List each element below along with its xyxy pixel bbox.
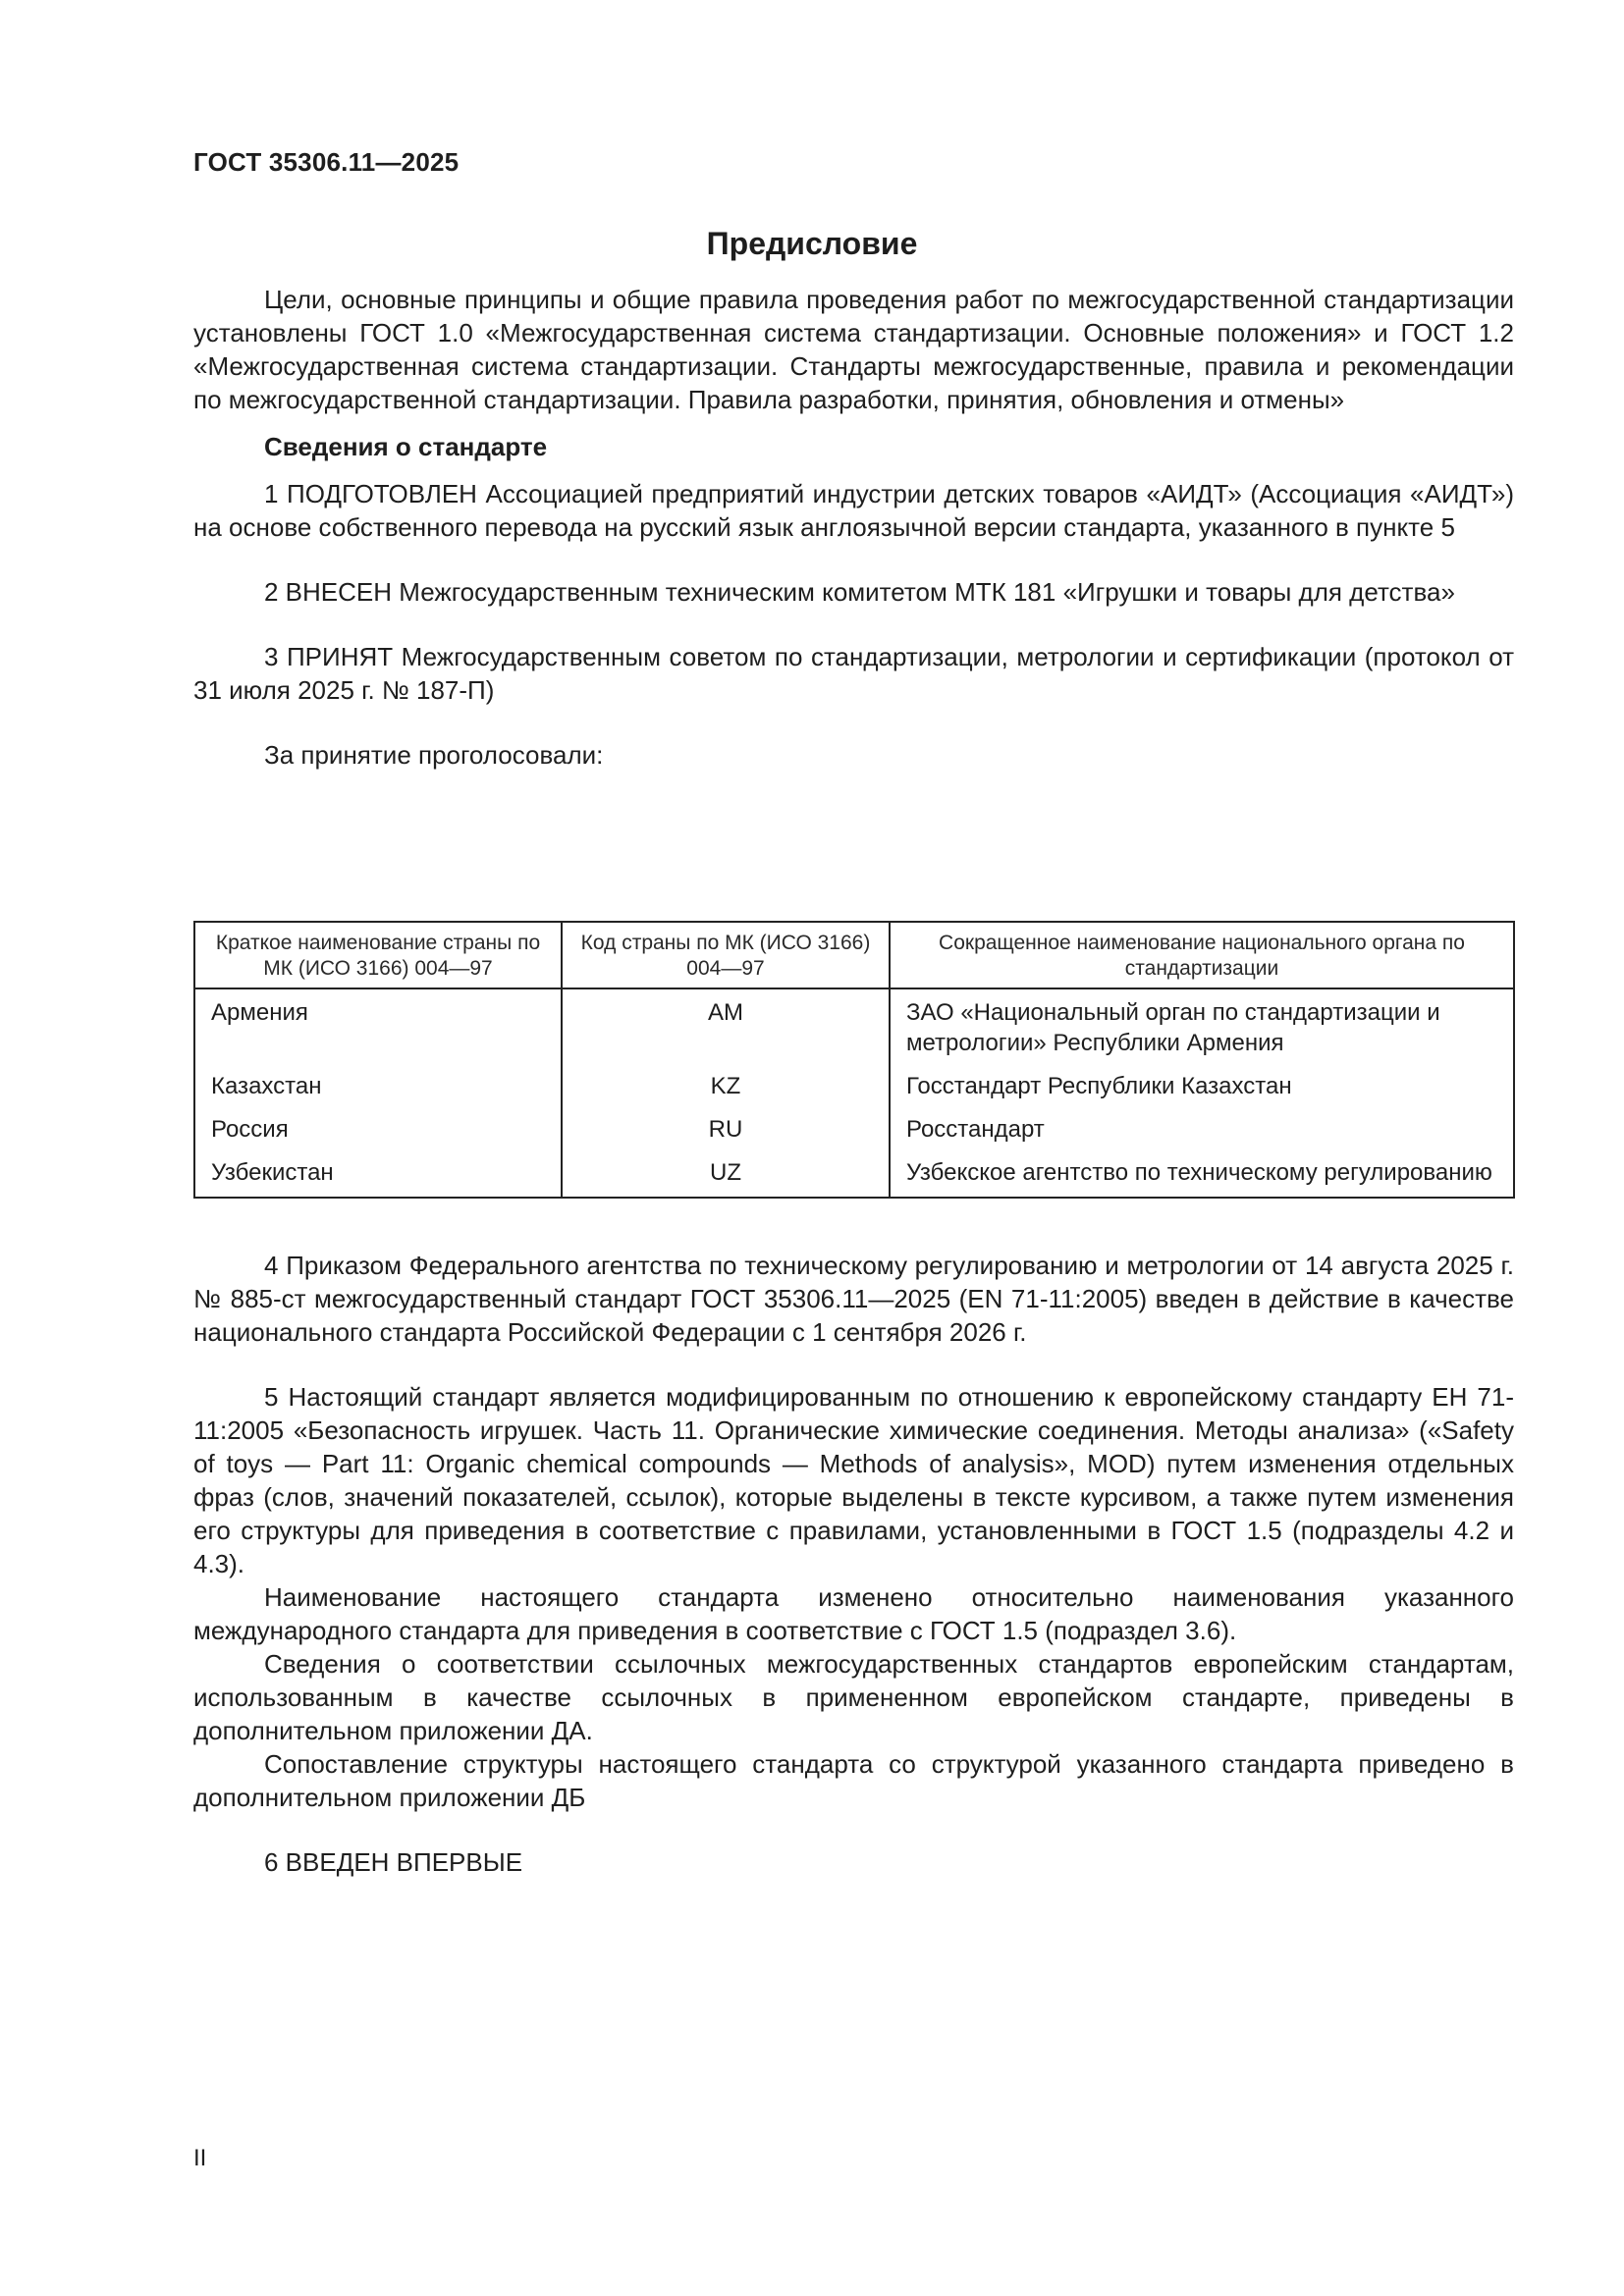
item-2-paragraph: 2 ВНЕСЕН Межгосударственным техническим комитетом МТК 181 «Игрушки и товары для детства» (264, 577, 1455, 607)
header-national-body: Сокращенное наименование национального органа по стандартизации (890, 922, 1514, 988)
table-row (194, 1067, 1514, 1110)
cell-body: ЗАО «Национальный орган по стандартизации и метрологии» Республики Армения (890, 988, 1514, 1067)
cell-body: Узбекское агентство по техническому регулированию (890, 1153, 1514, 1198)
page-number: II (193, 2145, 207, 2171)
item-5-structure-paragraph: Сопоставление структуры настоящего стандарта со структурой указанного стандарта приведено в дополнительном приложении ДБ (193, 1749, 1514, 1812)
cell-country: Россия (194, 1110, 562, 1153)
cell-code: UZ (562, 1153, 890, 1198)
item-5-references-paragraph: Сведения о соответствии ссылочных межгосударственных стандартов европейским стандартам, использованным в качестве ссылочных в примененном европейском стандарте, приведены в дополнительном приложении ДА. (193, 1649, 1514, 1745)
intro-paragraph: Цели, основные принципы и общие правила проведения работ по межгосударственной стандартизации установлены ГОСТ 1.0 «Межгосударственная система стандартизации. Основные положения» и ГОСТ 1.2 «Межгосударственная система стандартизации. Стандарты межгосударственные, правила и рекомендации по межгосударственной стандартизации. Правила разработки, принятия, обновления и отмены» (193, 285, 1514, 414)
table-row (194, 1110, 1514, 1153)
item-5-name-paragraph: Наименование настоящего стандарта изменено относительно наименования указанного международного стандарта для приведения в соответствие с ГОСТ 1.5 (подраздел 3.6). (193, 1582, 1514, 1645)
cell-country: Армения (194, 988, 562, 1067)
table-row (194, 1153, 1514, 1198)
table-header-row (194, 922, 1514, 988)
info-heading: Сведения о стандарте (264, 432, 548, 461)
cell-code: RU (562, 1110, 890, 1153)
cell-code: AM (562, 988, 890, 1067)
page-title: Предисловие (706, 226, 918, 261)
cell-code: KZ (562, 1067, 890, 1110)
header-country-name: Краткое наименование страны по МК (ИСО 3166) 004—97 (194, 922, 562, 988)
item-5-paragraph: 5 Настоящий стандарт является модифицированным по отношению к европейскому стандарту ЕН 71-11:2005 «Безопасность игрушек. Часть 11. Органические химические соединения. Методы анализа» («Safety of toys — Part 11: Organic chemical compounds — Methods of analysis», MOD) путем изменения отдельных фраз (слов, значений показателей, ссылок), которые выделены в тексте курсивом, а также путем изменения его структуры для приведения в соответствие с правилами, установленными в ГОСТ 1.5 (подразделы 4.2 и 4.3). (193, 1382, 1514, 1578)
voted-label: За принятие проголосовали: (264, 740, 604, 770)
cell-body: Госстандарт Республики Казахстан (890, 1067, 1514, 1110)
foreword-text-continued (193, 1249, 1514, 1879)
item-6-paragraph: 6 ВВЕДЕН ВПЕРВЫЕ (264, 1847, 523, 1877)
voting-countries-table (193, 921, 1515, 1199)
cell-body: Росстандарт (890, 1110, 1514, 1153)
item-4-paragraph: 4 Приказом Федерального агентства по техническому регулированию и метрологии от 14 августа 2025 г. № 885-ст межгосударственный стандарт ГОСТ 35306.11—2025 (EN 71-11:2005) введен в действие в качестве национального стандарта Российской Федерации с 1 сентября 2026 г. (193, 1251, 1514, 1347)
item-1-paragraph: 1 ПОДГОТОВЛЕН Ассоциацией предприятий индустрии детских товаров «АИДТ» (Ассоциация «АИДТ») на основе собственного перевода на русский язык англоязычной версии стандарта, указанного в пункте 5 (193, 479, 1514, 542)
header-country-code: Код страны по МК (ИСО 3166) 004—97 (562, 922, 890, 988)
document-code: ГОСТ 35306.11—2025 (193, 147, 460, 177)
cell-country: Узбекистан (194, 1153, 562, 1198)
cell-country: Казахстан (194, 1067, 562, 1110)
item-3-paragraph: 3 ПРИНЯТ Межгосударственным советом по стандартизации, метрологии и сертификации (протокол от 31 июля 2025 г. № 187-П) (193, 642, 1514, 705)
table-row (194, 988, 1514, 1067)
foreword-text (193, 283, 1514, 772)
